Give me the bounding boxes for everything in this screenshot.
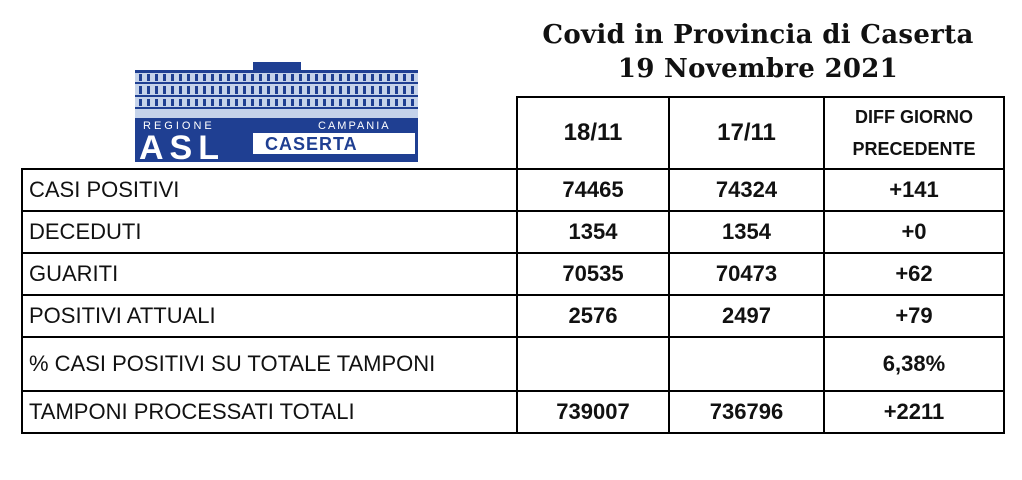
- row-value-18-11: 74465: [517, 169, 669, 211]
- row-diff: +79: [824, 295, 1004, 337]
- row-value-17-11: 74324: [669, 169, 824, 211]
- row-label: POSITIVI ATTUALI: [22, 295, 517, 337]
- row-value-18-11: [517, 337, 669, 391]
- header-diff-line1: DIFF GIORNO: [855, 107, 973, 127]
- row-diff: +0: [824, 211, 1004, 253]
- header-date-1: 18/11: [517, 97, 669, 169]
- row-label: GUARITI: [22, 253, 517, 295]
- header-diff-line2: PRECEDENTE: [852, 139, 976, 159]
- title-line-2: 19 Novembre 2021: [617, 54, 899, 84]
- row-diff: +62: [824, 253, 1004, 295]
- title-line-1: Covid in Provincia di Caserta: [542, 20, 974, 50]
- row-label: CASI POSITIVI: [22, 169, 517, 211]
- row-value-17-11: 1354: [669, 211, 824, 253]
- row-label: TAMPONI PROCESSATI TOTALI: [22, 391, 517, 433]
- covid-data-table: [21, 96, 1005, 434]
- row-value-17-11: 2497: [669, 295, 824, 337]
- table-row: [22, 211, 1004, 253]
- table-row: [22, 253, 1004, 295]
- row-label: DECEDUTI: [22, 211, 517, 253]
- row-value-17-11: 736796: [669, 391, 824, 433]
- table-header-row: [22, 97, 1004, 169]
- table-row: [22, 337, 1004, 391]
- page-title: [508, 18, 1008, 86]
- header-diff: [824, 97, 1004, 169]
- row-diff: 6,38%: [824, 337, 1004, 391]
- table-row: [22, 391, 1004, 433]
- row-value-18-11: 2576: [517, 295, 669, 337]
- row-value-18-11: 739007: [517, 391, 669, 433]
- row-value-18-11: 1354: [517, 211, 669, 253]
- table-row: [22, 295, 1004, 337]
- table-row: [22, 169, 1004, 211]
- row-label: % CASI POSITIVI SU TOTALE TAMPONI: [22, 337, 517, 391]
- logo-asl: ASL: [139, 129, 225, 162]
- logo-regione: REGIONE: [143, 120, 215, 132]
- logo-caserta: CASERTA: [265, 134, 358, 154]
- header-blank-cell: [22, 97, 517, 169]
- row-value-17-11: [669, 337, 824, 391]
- row-diff: +141: [824, 169, 1004, 211]
- header-date-2: 17/11: [669, 97, 824, 169]
- row-diff: +2211: [824, 391, 1004, 433]
- logo-campania: CAMPANIA: [318, 120, 391, 132]
- row-value-17-11: 70473: [669, 253, 824, 295]
- row-value-18-11: 70535: [517, 253, 669, 295]
